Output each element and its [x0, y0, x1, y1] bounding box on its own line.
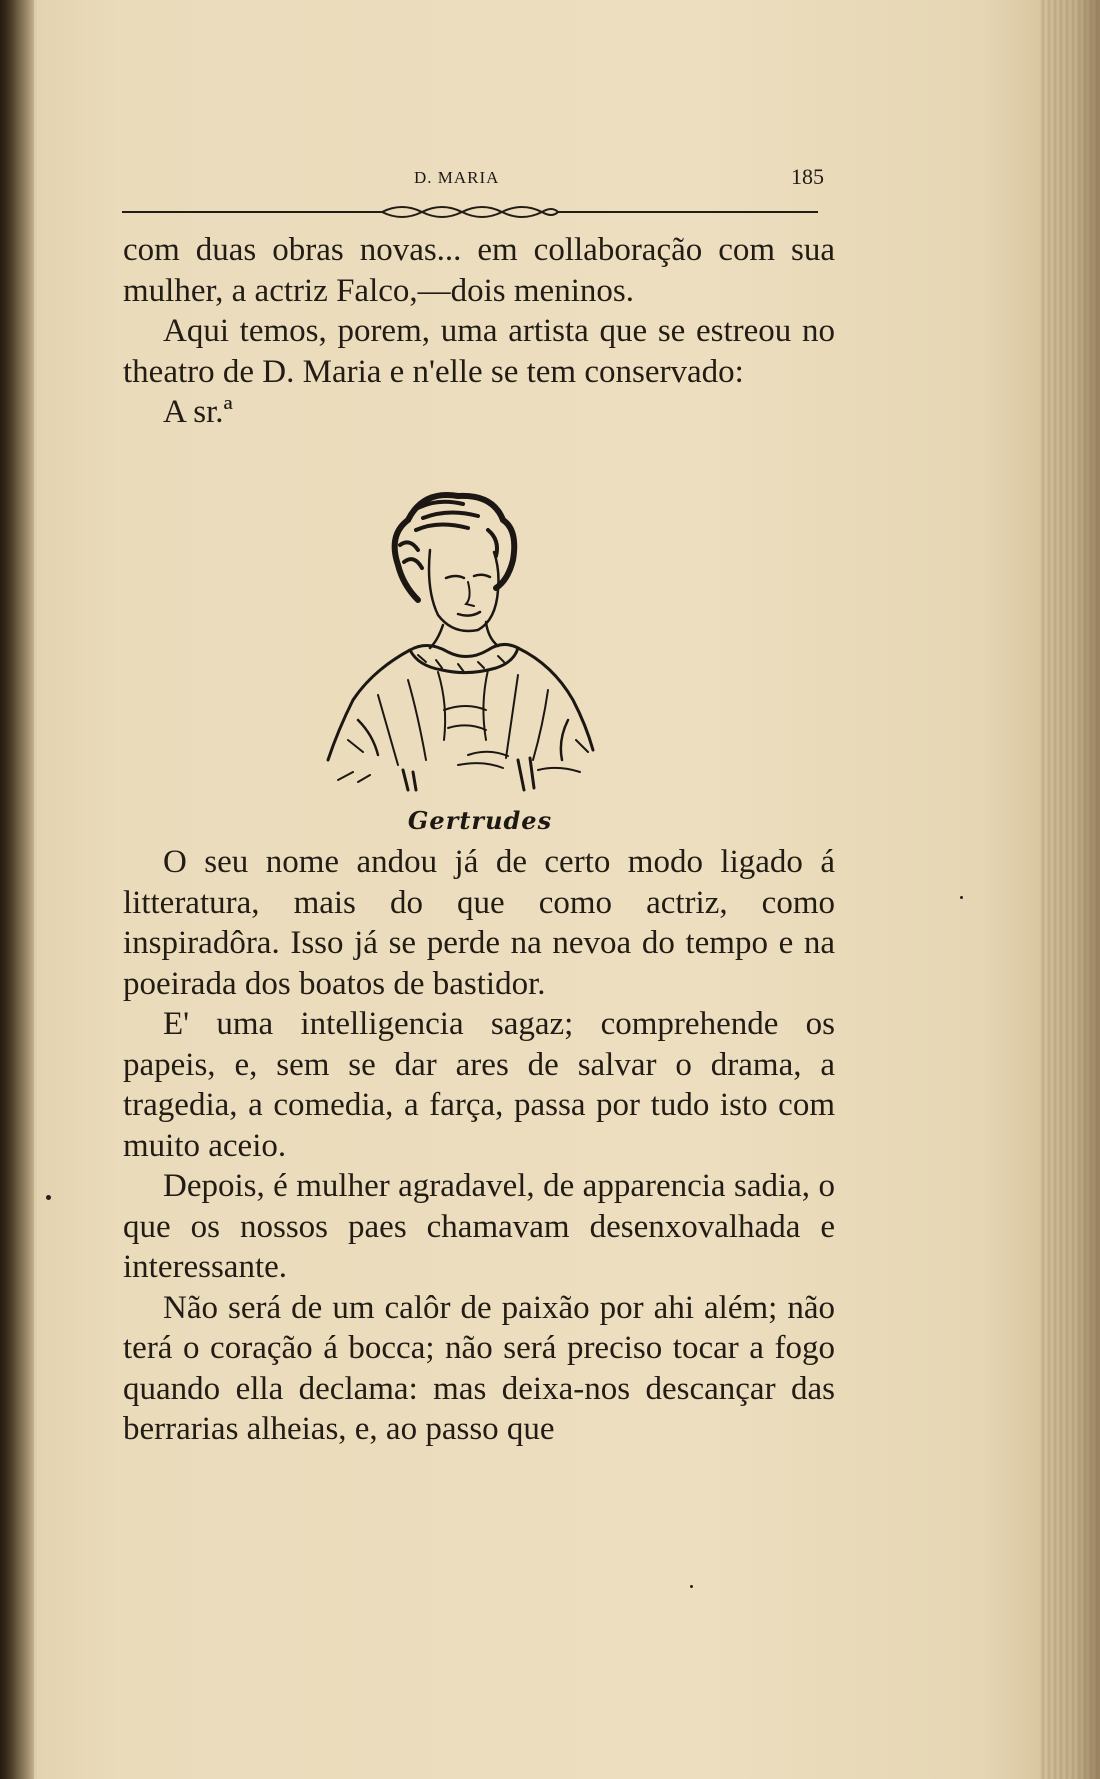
paragraph-2: Aqui temos, porem, uma artista que se estreou no theatro de D. Maria e n'elle se tem conservado: [123, 313, 835, 390]
text-block-top [123, 230, 835, 433]
illustration-caption: Gertrudes [407, 806, 553, 835]
ink-speck [960, 896, 963, 899]
paragraph-4: O seu nome andou já de certo modo ligado á litteratura, mais do que como actriz, como inspiradôra. Isso já se perde na nevoa do tempo e na poeirada dos boatos de bastidor. [123, 844, 835, 1002]
paragraph-7: Não será de um calôr de paixão por ahi além; não terá o coração á bocca; não será preciso tocar a fogo quando ella declama: mas deixa-nos descançar das berrarias alheias, e, ao passo que [123, 1289, 835, 1447]
running-head-title: D. MARIA [414, 168, 500, 187]
paragraph-5: E' uma intelligencia sagaz; comprehende os papeis, e, sem se dar ares de salvar o drama, a tragedia, a comedia, a farça, passa por tudo isto com muito aceio. [123, 1006, 835, 1164]
text-block-bottom [123, 842, 835, 1450]
ink-speck [690, 1585, 693, 1588]
page-number: 185 [791, 164, 824, 189]
ornamental-rule [122, 200, 818, 224]
ink-speck [46, 1195, 51, 1200]
paragraph-3: A sr.ª [163, 394, 233, 430]
page-edges [1040, 0, 1100, 1779]
paragraph-6: Depois, é mulher agradavel, de apparencia sadia, o que os nossos paes chamavam desenxovalhada e interessante. [123, 1168, 835, 1285]
paragraph-1: com duas obras novas... em collaboração com sua mulher, a actriz Falco,—dois meninos. [123, 232, 835, 309]
running-head [124, 164, 824, 192]
binding-shadow [0, 0, 34, 1779]
portrait-illustration [318, 490, 628, 800]
